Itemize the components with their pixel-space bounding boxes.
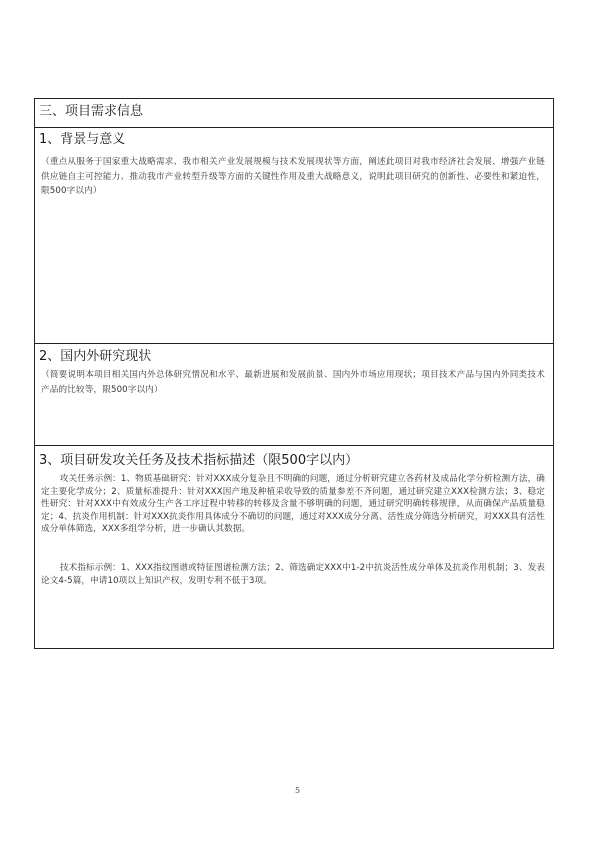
- research-status-row: [35, 343, 553, 445]
- section-header-row: [35, 99, 553, 127]
- section-title: 三、项目需求信息: [39, 104, 144, 119]
- tasks-title: 3、项目研发攻关任务及技术指标描述（限500字以内）: [39, 453, 359, 468]
- research-status-note: （简要说明本项目相关国内外总体研究情况和水平、最新进展和发展前景、国内外市场应用现状；项目技术产品与国内外同类技术产品的比较等，限500字以内）: [41, 370, 545, 395]
- background-title: 1、背景与意义: [39, 132, 126, 147]
- tasks-task-paragraph: 攻关任务示例：1、物质基础研究：针对XXX成分复杂且不明确的问题，通过分析研究建立各药材及成品化学分析检测方法，确定主要化学成分；2、质量标准提升：针对XXX因产地及种植采收导致的质量参差不齐问题，通过研究建立XXX检测方法；3、稳定性研究：针对XXX中有效成分生产各工序过程中转移的转移及含量不够明确的问题，通过研究明确转移规律，从而确保产品质量稳定；4、抗炎作用机制：针对XXX抗炎作用具体成分不确切的问题，通过对XXX成分分离、活性成分筛选分析研究，对XXX具有活性成分单体筛选，XXX多组学分析，进一步确认其数据。: [41, 474, 545, 535]
- background-note: （重点从服务于国家重大战略需求、我市相关产业发展规模与技术发展现状等方面，阐述此项目对我市经济社会发展、增强产业链供应链自主可控能力、推动我市产业转型升级等方面的关键性作用及重大战略意义，说明此项目研究的创新性、必要性和紧迫性，限500字以内）: [41, 157, 545, 196]
- research-status-title: 2、国内外研究现状: [39, 349, 152, 364]
- tasks-target-paragraph: 技术指标示例：1、XXX指纹图谱或特征图谱检测方法；2、筛选确定XXX中1-2中抗炎活性成分单体及抗炎作用机制；3、发表论文4-5篇，申请10项以上知识产权，发明专利不低于3项。: [41, 563, 545, 586]
- page-number: 5: [294, 786, 301, 795]
- project-requirements-table: [34, 98, 554, 649]
- tasks-row: [35, 445, 553, 650]
- background-row: [35, 127, 553, 343]
